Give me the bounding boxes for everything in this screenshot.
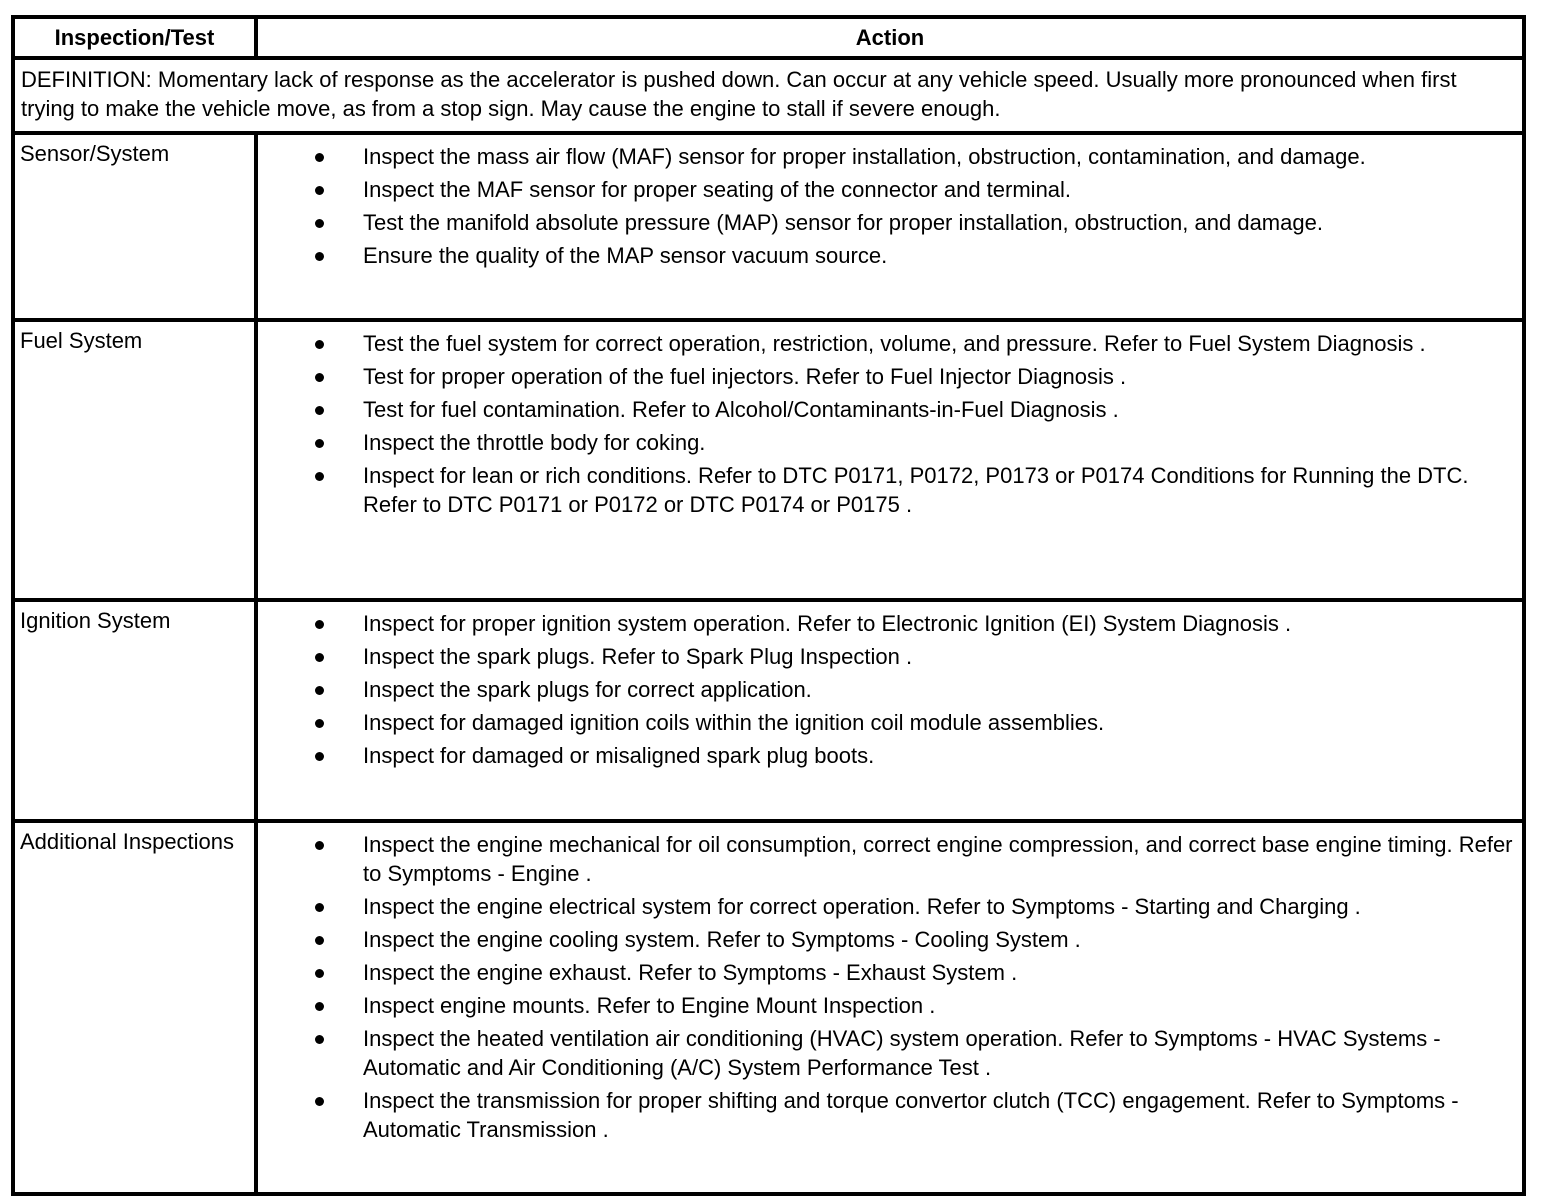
list-item	[258, 958, 1514, 987]
action-cell	[256, 133, 1524, 320]
list-item-text: Inspect for damaged ignition coils within the ignition coil module assemblies.	[363, 710, 1105, 735]
list-item	[258, 208, 1514, 237]
list-item-text: Inspect the spark plugs for correct application.	[363, 677, 812, 702]
list-item-text: Inspect the throttle body for coking.	[363, 430, 706, 455]
bullet-icon	[315, 903, 324, 912]
bullet-icon	[315, 340, 324, 349]
table-row	[13, 133, 1524, 320]
diagnostic-table	[11, 15, 1526, 1196]
list-item	[258, 142, 1514, 171]
list-item	[258, 241, 1514, 270]
bullet-icon	[315, 439, 324, 448]
list-item-text: Inspect for damaged or misaligned spark plug boots.	[363, 743, 875, 768]
list-item-text: Test the manifold absolute pressure (MAP) sensor for proper installation, obstruction, and damage.	[363, 210, 1323, 235]
list-item-text: Test for fuel contamination. Refer to Alcohol/Contaminants-in-Fuel Diagnosis .	[363, 397, 1119, 422]
list-item-text: Inspect the engine mechanical for oil consumption, correct engine compression, and correct base engine timing. Refer to Symptoms - Engine .	[363, 832, 1513, 886]
list-item-text: Inspect for lean or rich conditions. Refer to DTC P0171, P0172, P0173 or P0174 Conditions for Running the DTC. Refer to DTC P0171 or P0172 or DTC P0174 or P0175 .	[363, 463, 1469, 517]
definition-text: DEFINITION: Momentary lack of response as the accelerator is pushed down. Can occur at any vehicle speed. Usually more pronounced when first trying to make the vehicle move, as from a stop sign. May cause the engine to stall if severe enough.	[13, 58, 1524, 133]
action-cell	[256, 821, 1524, 1194]
bullet-icon	[315, 686, 324, 695]
bullet-icon	[315, 936, 324, 945]
list-item-text: Inspect the engine cooling system. Refer to Symptoms - Cooling System .	[363, 927, 1081, 952]
list-item	[258, 461, 1514, 519]
list-item-text: Inspect the heated ventilation air conditioning (HVAC) system operation. Refer to Symptoms - HVAC Systems - Automatic and Air Conditioning (A/C) System Performance Test .	[363, 1026, 1441, 1080]
action-cell	[256, 600, 1524, 821]
bullet-icon	[315, 841, 324, 850]
bullet-icon	[315, 752, 324, 761]
list-item	[258, 329, 1514, 358]
bullet-icon	[315, 373, 324, 382]
list-item-text: Inspect the transmission for proper shifting and torque convertor clutch (TCC) engagement. Refer to Symptoms - Automatic Transmission .	[363, 1088, 1459, 1142]
bullet-icon	[315, 219, 324, 228]
list-item-text: Inspect the engine electrical system for correct operation. Refer to Symptoms - Starting and Charging .	[363, 894, 1361, 919]
bullet-icon	[315, 1097, 324, 1106]
list-item-text: Inspect the engine exhaust. Refer to Symptoms - Exhaust System .	[363, 960, 1018, 985]
list-item	[258, 1086, 1514, 1144]
list-item-text: Test the fuel system for correct operation, restriction, volume, and pressure. Refer to Fuel System Diagnosis .	[363, 331, 1426, 356]
list-item	[258, 428, 1514, 457]
bullet-icon	[315, 969, 324, 978]
list-item-text: Inspect the spark plugs. Refer to Spark Plug Inspection .	[363, 644, 913, 669]
bullet-icon	[315, 186, 324, 195]
list-item-text: Inspect for proper ignition system operation. Refer to Electronic Ignition (EI) System Diagnosis .	[363, 611, 1292, 636]
list-item	[258, 741, 1514, 770]
action-list	[258, 609, 1514, 770]
bullet-icon	[315, 153, 324, 162]
list-item	[258, 1024, 1514, 1082]
row-label: Fuel System	[13, 320, 256, 600]
header-inspection-test: Inspection/Test	[13, 17, 256, 58]
action-cell	[256, 320, 1524, 600]
list-item	[258, 362, 1514, 391]
action-list	[258, 830, 1514, 1144]
table-row	[13, 600, 1524, 821]
header-row	[13, 17, 1524, 58]
bullet-icon	[315, 406, 324, 415]
table-row	[13, 320, 1524, 600]
bullet-icon	[315, 252, 324, 261]
list-item	[258, 991, 1514, 1020]
bullet-icon	[315, 1002, 324, 1011]
list-item	[258, 175, 1514, 204]
list-item	[258, 642, 1514, 671]
list-item	[258, 395, 1514, 424]
list-item	[258, 830, 1514, 888]
row-label: Ignition System	[13, 600, 256, 821]
list-item	[258, 925, 1514, 954]
list-item	[258, 892, 1514, 921]
list-item-text: Inspect the MAF sensor for proper seating of the connector and terminal.	[363, 177, 1072, 202]
list-item-text: Inspect engine mounts. Refer to Engine Mount Inspection .	[363, 993, 936, 1018]
list-item	[258, 708, 1514, 737]
header-action: Action	[256, 17, 1524, 58]
table-row	[13, 821, 1524, 1194]
row-label: Additional Inspections	[13, 821, 256, 1194]
list-item-text: Inspect the mass air flow (MAF) sensor for proper installation, obstruction, contamination, and damage.	[363, 144, 1366, 169]
bullet-icon	[315, 472, 324, 481]
bullet-icon	[315, 653, 324, 662]
list-item	[258, 609, 1514, 638]
definition-row	[13, 58, 1524, 133]
row-label: Sensor/System	[13, 133, 256, 320]
list-item-text: Test for proper operation of the fuel injectors. Refer to Fuel Injector Diagnosis .	[363, 364, 1127, 389]
list-item-text: Ensure the quality of the MAP sensor vacuum source.	[363, 243, 888, 268]
action-list	[258, 329, 1514, 519]
bullet-icon	[315, 1035, 324, 1044]
bullet-icon	[315, 620, 324, 629]
action-list	[258, 142, 1514, 270]
bullet-icon	[315, 719, 324, 728]
list-item	[258, 675, 1514, 704]
